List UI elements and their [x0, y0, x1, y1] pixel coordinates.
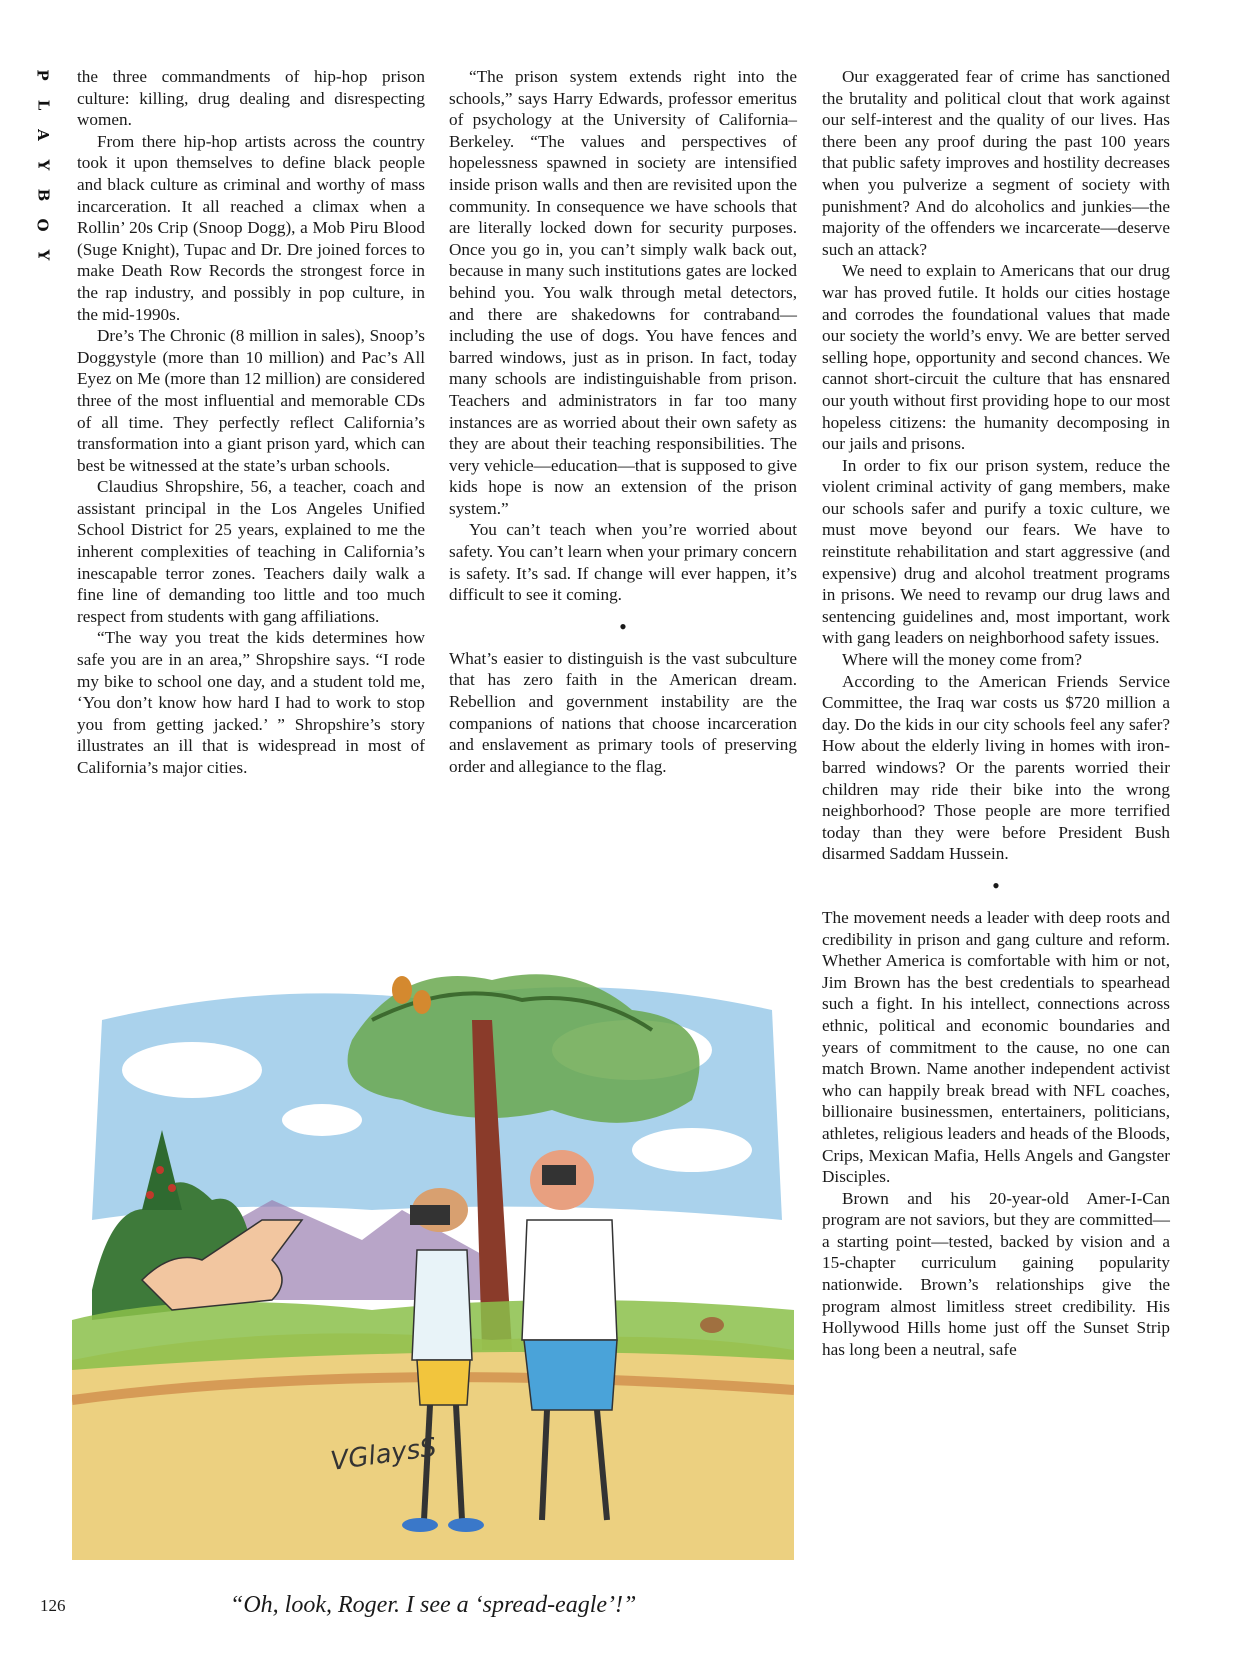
- paragraph: According to the American Friends Service Committee, the Iraq war costs us $720 million a day. Do the kids in our city schools feel any safer? How about the elderly living in homes with iron-barred windows? Or the parents worried their children may ride their bike into the wrong neighborhood? Those people are more terrified today than they were before President Bush disarmed Saddam Hussein.: [822, 671, 1170, 864]
- paragraph: Where will the money come from?: [842, 650, 1083, 670]
- paragraph: You can’t teach when you’re worried about safety. You can’t learn when your primary concern is safety. It’s sad. If change will ever happen, it’s difficult to see it coming.: [449, 520, 797, 605]
- section-break-bullet: •: [619, 613, 627, 639]
- masthead-letter: P: [34, 69, 52, 81]
- page-number: 126: [40, 1596, 66, 1615]
- small-bird: [700, 1317, 724, 1333]
- article-column-2: [449, 66, 797, 777]
- paragraph: What’s easier to distinguish is the vast subculture that has zero faith in the American dream. Rebellion and government instability are the companions of nations that choose incarceration and enslavement as primary tools of preserving order and allegiance to the flag.: [449, 648, 797, 776]
- cartoon-caption: “Oh, look, Roger. I see a ‘spread-eagle’!”: [230, 1592, 637, 1618]
- bird: [392, 976, 412, 1004]
- bird: [413, 990, 431, 1014]
- masthead: [30, 60, 56, 270]
- masthead-letter: L: [33, 99, 52, 111]
- cloud: [632, 1128, 752, 1172]
- masthead-letter: A: [33, 129, 52, 141]
- paragraph: Our exaggerated fear of crime has sanctioned the brutality and political clout that work against our self-interest and the quality of our lives. Has there been any proof during the past 100 years that public safety improves and hostility decreases when you pulverize a segment of society with punishment? And do alcoholics and junkies—the majority of the offenders we incarcerate—deserve such an attack?: [822, 67, 1170, 259]
- artist-signature: VGlaysS: [328, 1432, 439, 1477]
- masthead-letter: O: [33, 218, 52, 232]
- section-break-bullet: •: [992, 872, 1000, 898]
- cloud: [122, 1042, 262, 1098]
- paragraph: “The prison system extends right into the schools,” says Harry Edwards, professor emeritus of psychology at the University of California–Berkeley. “The values and perspectives of hopelessness spawned in society are intensified inside prison walls and then are revisited upon the community. In consequence we have schools that are literally locked down for security purposes. Once you go in, you can’t simply walk back out, because in many such institutions gates are locked behind you. You walk through metal detectors, and there are shakedowns for contraband—including the use of dogs. You have fences and barred windows, just as in prison. In fact, today many schools are indistinguishable from prison. Teachers and administrators in far too many instances are as worried about their own safety as they are about their teaching responsibilities. The very vehicle—education—that is supposed to give kids hope is now an extension of the prison system.”: [449, 67, 797, 518]
- paragraph: Brown and his 20-year-old Amer-I-Can program are not saviors, but they are committed—a starting point—tested, backed by vision and a 15-chapter curriculum gaining popularity nationwide. Brown’s relationships give the program almost limitless street credibility. His Hollywood Hills home just off the Sunset Strip has long been a neutral, safe: [822, 1188, 1170, 1359]
- paragraph: “The way you treat the kids determines how safe you are in an area,” Shropshire says. “I rode my bike to school one day, and a student told me, ‘You don’t know how hard I had to work to stop you from getting jacked.’ ” Shropshire’s story illustrates an ill that is widespread in most of California’s major cities.: [77, 628, 425, 777]
- article-column-1: [77, 66, 425, 779]
- masthead-letter: Y: [34, 249, 52, 261]
- paragraph: The movement needs a leader with deep roots and credibility in prison and gang culture and reform. Whether America is comfortable with him or not, Jim Brown has the best credentials to spearhead such a fight. In his intellect, connections across ethnic, political and economic boundaries and years of commitment to the cause, no one can match Brown. Name another independent activist who can happily break bread with NFL coaches, billionaire businessmen, entertainers, politicians, athletes, religious leaders and heads of the Bloods, Crips, Mexican Mafia, Hells Angels and Gangster Disciples.: [822, 907, 1170, 1187]
- masthead-letter: B: [34, 188, 52, 202]
- paragraph: Claudius Shropshire, 56, a teacher, coach and assistant principal in the Los Angeles Unified School District for 25 years, explained to me the inherent complexities of teaching in California’s inescapable terror zones. Teachers daily walk a fine line of demanding too little and too much respect from students with gang affiliations.: [77, 477, 425, 626]
- cloud: [282, 1104, 362, 1136]
- cartoon-illustration: [72, 960, 794, 1560]
- paragraph: Dre’s The Chronic (8 million in sales), Snoop’s Doggystyle (more than 10 million) and Pac’s All Eyez on Me (more than 12 million) are considered three of the most influential and memorable CDs of all time. They perfectly reflect California’s transformation into a giant prison yard, which can best be witnessed at the state’s urban schools.: [77, 326, 425, 475]
- paragraph: We need to explain to Americans that our drug war has proved futile. It holds our cities hostage and corrodes the foundational values that made our society the world’s envy. We are better served selling hope, opportunity and second chances. We cannot short-circuit the culture that has ensnared our youth without first providing hope to our most hopeless citizens: the humanity decomposing in our jails and prisons.: [822, 261, 1170, 454]
- article-column-3: [822, 66, 1170, 1360]
- paragraph: From there hip-hop artists across the country took it upon themselves to define black people and black culture as criminal and worthy of mass incarceration. It all reached a climax when a Rollin’ 20s Crip (Snoop Dogg), a Mob Piru Blood (Suge Knight), Tupac and Dr. Dre joined forces to make Death Row Records the strongest force in the rap industry, and possibly in pop culture, in the mid-1990s.: [77, 131, 425, 324]
- paragraph: the three commandments of hip-hop prison culture: killing, drug dealing and disrespecting women.: [77, 67, 425, 130]
- paragraph: In order to fix our prison system, reduce the violent criminal activity of gang members, make our schools safer and purify a toxic culture, we must move beyond our fears. We have to reinstitute rehabilitation and start aggressive (and expensive) drug and alcohol treatment programs in prisons. We need to revamp our drug laws and sentencing guidelines and, most important, work with gang leaders on neighborhood safety issues.: [822, 455, 1170, 648]
- masthead-letter: Y: [34, 159, 52, 171]
